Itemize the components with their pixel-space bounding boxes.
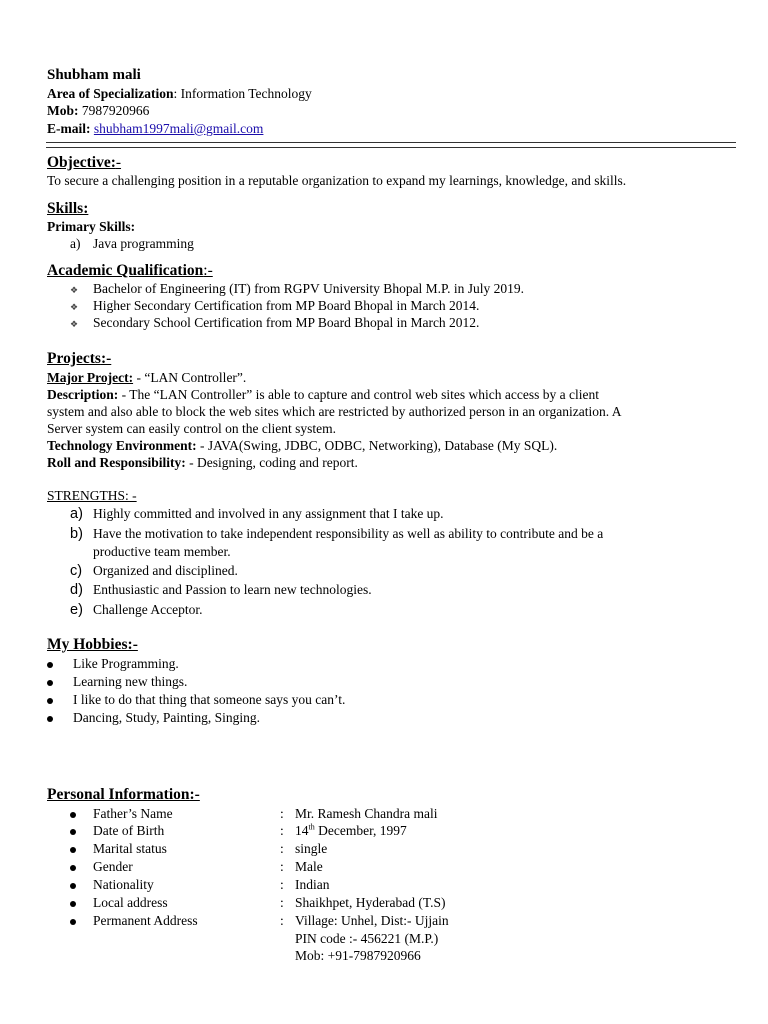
academic-item-text: Secondary School Certification from MP Board Bhopal in March 2012. bbox=[93, 315, 480, 330]
diamond-bullet-icon: ❖ bbox=[70, 319, 79, 329]
description-text-1: - The “LAN Controller” is able to capture and control web sites which access by a client bbox=[118, 387, 599, 402]
projects-heading bbox=[47, 350, 111, 368]
header-rule-bottom bbox=[46, 147, 736, 148]
strength-marker: d) bbox=[70, 582, 83, 598]
hobby-text: Dancing, Study, Painting, Singing. bbox=[73, 710, 261, 725]
mobile-value: 7987920966 bbox=[78, 103, 150, 118]
description-text-3: Server system can easily control on the client system. bbox=[47, 421, 337, 436]
strength-text: Have the motivation to take independent responsibility as well as ability to contribute and be a bbox=[93, 526, 604, 541]
gender-label: Gender bbox=[93, 859, 133, 874]
role-line bbox=[47, 454, 358, 472]
role-value: - Designing, coding and report. bbox=[185, 455, 358, 470]
strengths-heading-text: STRENGTHS: - bbox=[47, 488, 137, 503]
separator: : bbox=[280, 913, 284, 928]
skills-heading: Skills: bbox=[47, 200, 89, 217]
strengths-heading bbox=[47, 487, 137, 505]
dob-value bbox=[295, 822, 407, 840]
primary-skills-label bbox=[47, 218, 135, 236]
major-project-line bbox=[47, 369, 246, 387]
strength-text: Challenge Acceptor. bbox=[93, 602, 203, 617]
projects-heading-text: Projects bbox=[47, 350, 101, 367]
marital-label: Marital status bbox=[93, 841, 167, 856]
personal-row-fathers-name bbox=[70, 805, 438, 823]
academic-heading-tail: :- bbox=[203, 262, 213, 279]
personal-heading-text: Personal Information bbox=[47, 786, 190, 803]
personal-row-nationality bbox=[70, 876, 330, 894]
academic-heading-text: Academic Qualification bbox=[47, 262, 204, 279]
nationality-value: Indian bbox=[295, 877, 330, 892]
bullet-dot-icon bbox=[70, 901, 76, 907]
permanent-address-line3: Mob: +91-7987920966 bbox=[295, 948, 421, 963]
separator: : bbox=[280, 841, 284, 856]
candidate-name: Shubham mali bbox=[47, 67, 141, 83]
objective-heading-text: Objective: bbox=[47, 154, 116, 171]
bullet-dot-icon bbox=[70, 847, 76, 853]
strength-text: Organized and disciplined. bbox=[93, 563, 238, 578]
strength-text: Enthusiastic and Passion to learn new technologies. bbox=[93, 582, 372, 597]
dob-rest: December, 1997 bbox=[314, 823, 407, 838]
technology-line bbox=[47, 437, 557, 455]
personal-heading-tail: :- bbox=[189, 786, 200, 803]
mobile-label: Mob: bbox=[47, 103, 79, 118]
specialization-line bbox=[47, 85, 312, 103]
bullet-dot-icon bbox=[70, 812, 76, 818]
hobby-text: Learning new things. bbox=[73, 674, 188, 689]
objective-text: To secure a challenging position in a reputable organization to expand my learnings, knowledge, and skills. bbox=[47, 173, 627, 188]
dob-suffix: th bbox=[308, 822, 315, 832]
bullet-dot-icon bbox=[70, 829, 76, 835]
local-address-value: Shaikhpet, Hyderabad (T.S) bbox=[295, 895, 446, 910]
diamond-bullet-icon: ❖ bbox=[70, 285, 79, 295]
skill-marker: a) bbox=[70, 236, 81, 251]
strength-item bbox=[70, 601, 202, 620]
separator: : bbox=[280, 806, 284, 821]
personal-row-dob bbox=[70, 822, 407, 840]
primary-skills-label-text: Primary Skills: bbox=[47, 219, 136, 234]
permanent-address-line2: PIN code :- 456221 (M.P.) bbox=[295, 931, 439, 946]
dob-day: 14 bbox=[295, 823, 309, 838]
personal-row-marital bbox=[70, 840, 328, 858]
strength-text-continued: productive team member. bbox=[93, 544, 231, 559]
strength-marker: e) bbox=[70, 602, 83, 618]
skill-text: Java programming bbox=[93, 236, 194, 251]
hobby-item bbox=[47, 673, 187, 691]
specialization-value: : Information Technology bbox=[173, 86, 312, 101]
strength-item bbox=[70, 525, 603, 544]
bullet-dot-icon bbox=[47, 673, 73, 691]
hobby-item bbox=[47, 709, 260, 727]
email-label: E-mail: bbox=[47, 121, 91, 136]
description-text-2: system and also able to block the web sites which are restricted by authorized person in an organization. A bbox=[47, 404, 622, 419]
objective-heading bbox=[47, 154, 121, 172]
objective-heading-tail: - bbox=[115, 154, 122, 171]
bullet-dot-icon bbox=[70, 865, 76, 871]
strength-marker: b) bbox=[70, 526, 83, 542]
hobby-text: I like to do that thing that someone says you can’t. bbox=[73, 692, 346, 707]
personal-row-local-address bbox=[70, 894, 446, 912]
bullet-dot-icon bbox=[47, 691, 73, 709]
hobby-item bbox=[47, 691, 345, 709]
dob-label: Date of Birth bbox=[93, 823, 165, 838]
academic-heading bbox=[47, 262, 213, 280]
local-address-label: Local address bbox=[93, 895, 168, 910]
marital-value: single bbox=[295, 841, 328, 856]
permanent-address-line1: Village: Unhel, Dist:- Ujjain bbox=[295, 913, 449, 928]
hobbies-heading-tail: :- bbox=[127, 636, 138, 653]
technology-value: - JAVA(Swing, JDBC, ODBC, Networking), Database (My SQL). bbox=[196, 438, 558, 453]
email-link[interactable]: shubham1997mali@gmail.com bbox=[93, 121, 264, 136]
personal-row-gender bbox=[70, 858, 323, 876]
separator: : bbox=[280, 877, 284, 892]
strength-item bbox=[70, 581, 372, 600]
hobbies-heading-text: My Hobbies bbox=[47, 636, 128, 653]
header-rule-top bbox=[46, 142, 736, 143]
bullet-dot-icon bbox=[70, 919, 76, 925]
role-label: Roll and Responsibility: bbox=[47, 455, 186, 470]
bullet-dot-icon bbox=[70, 883, 76, 889]
hobbies-heading bbox=[47, 636, 138, 654]
personal-row-permanent-address bbox=[70, 912, 449, 930]
fathers-name-label: Father’s Name bbox=[93, 806, 173, 821]
separator: : bbox=[280, 895, 284, 910]
specialization-label: Area of Specialization bbox=[47, 86, 174, 101]
description-line bbox=[47, 386, 599, 404]
strength-marker: a) bbox=[70, 506, 83, 522]
technology-label: Technology Environment: bbox=[47, 438, 197, 453]
nationality-label: Nationality bbox=[93, 877, 154, 892]
major-project-label: Major Project: bbox=[47, 370, 134, 385]
bullet-dot-icon bbox=[47, 709, 73, 727]
diamond-bullet-icon: ❖ bbox=[70, 302, 79, 312]
academic-item-text: Bachelor of Engineering (IT) from RGPV University Bhopal M.P. in July 2019. bbox=[93, 281, 524, 296]
skill-item bbox=[70, 235, 194, 253]
strength-marker: c) bbox=[70, 563, 83, 579]
fathers-name-value: Mr. Ramesh Chandra mali bbox=[295, 806, 438, 821]
academic-item bbox=[70, 314, 479, 334]
strength-item bbox=[70, 505, 444, 524]
separator: : bbox=[280, 823, 284, 838]
strength-text: Highly committed and involved in any assignment that I take up. bbox=[93, 506, 444, 521]
personal-heading bbox=[47, 786, 200, 804]
email-line bbox=[47, 120, 263, 138]
permanent-address-label: Permanent Address bbox=[93, 913, 198, 928]
hobby-text: Like Programming. bbox=[73, 656, 179, 671]
strength-item bbox=[70, 562, 238, 581]
bullet-dot-icon bbox=[47, 655, 73, 673]
separator: : bbox=[280, 859, 284, 874]
major-project-value: - “LAN Controller”. bbox=[133, 370, 247, 385]
mobile-line bbox=[47, 102, 149, 120]
hobby-item bbox=[47, 655, 179, 673]
projects-heading-tail: :- bbox=[100, 350, 112, 367]
description-label: Description: bbox=[47, 387, 119, 402]
gender-value: Male bbox=[295, 859, 323, 874]
academic-item-text: Higher Secondary Certification from MP Board Bhopal in March 2014. bbox=[93, 298, 480, 313]
